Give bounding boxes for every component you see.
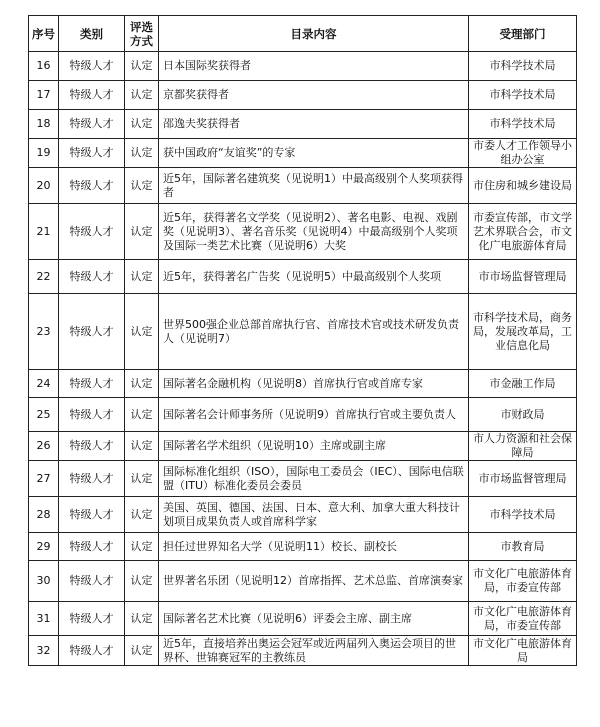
header-dept: 受理部门 [469, 16, 577, 52]
row-method: 认定 [125, 602, 159, 636]
row-method: 认定 [125, 139, 159, 168]
row-category: 特级人才 [59, 81, 125, 110]
row-dept: 市科学技术局 [469, 81, 577, 110]
row-number: 20 [29, 168, 59, 204]
row-dept: 市文化广电旅游体育局，市委宣传部 [469, 561, 577, 602]
row-number: 32 [29, 636, 59, 666]
table-row [29, 260, 577, 294]
row-method: 认定 [125, 370, 159, 398]
row-method: 认定 [125, 497, 159, 533]
row-number: 22 [29, 260, 59, 294]
row-category: 特级人才 [59, 602, 125, 636]
row-category: 特级人才 [59, 204, 125, 260]
row-number: 23 [29, 294, 59, 370]
row-content: 邵逸夫奖获得者 [159, 110, 469, 139]
row-content: 日本国际奖获得者 [159, 52, 469, 81]
talent-catalog-table [28, 15, 577, 666]
row-content: 近5年，获得著名广告奖（见说明5）中最高级别个人奖项 [159, 260, 469, 294]
row-dept: 市文化广电旅游体育局，市委宣传部 [469, 602, 577, 636]
table-row [29, 636, 577, 666]
row-dept: 市委宣传部，市文学艺术界联合会，市文化广电旅游体育局 [469, 204, 577, 260]
row-number: 26 [29, 432, 59, 461]
row-content: 近5年，国际著名建筑奖（见说明1）中最高级别个人奖项获得者 [159, 168, 469, 204]
row-method: 认定 [125, 52, 159, 81]
row-category: 特级人才 [59, 398, 125, 432]
row-number: 25 [29, 398, 59, 432]
row-number: 21 [29, 204, 59, 260]
header-no: 序号 [29, 16, 59, 52]
row-category: 特级人才 [59, 168, 125, 204]
row-number: 30 [29, 561, 59, 602]
row-number: 24 [29, 370, 59, 398]
row-dept: 市金融工作局 [469, 370, 577, 398]
header-content: 目录内容 [159, 16, 469, 52]
row-number: 28 [29, 497, 59, 533]
row-category: 特级人才 [59, 432, 125, 461]
row-dept: 市文化广电旅游体育局 [469, 636, 577, 666]
row-content: 世界著名乐团（见说明12）首席指挥、艺术总监、首席演奏家 [159, 561, 469, 602]
row-dept: 市科学技术局，商务局，发展改革局，工业信息化局 [469, 294, 577, 370]
table-row [29, 168, 577, 204]
row-method: 认定 [125, 461, 159, 497]
table-row [29, 561, 577, 602]
row-category: 特级人才 [59, 110, 125, 139]
row-number: 27 [29, 461, 59, 497]
row-category: 特级人才 [59, 636, 125, 666]
table-header-row [29, 16, 577, 52]
table-row [29, 370, 577, 398]
row-content: 获中国政府“友谊奖”的专家 [159, 139, 469, 168]
table-row [29, 497, 577, 533]
row-dept: 市住房和城乡建设局 [469, 168, 577, 204]
table-row [29, 204, 577, 260]
row-content: 近5年，直接培养出奥运会冠军或近两届列入奥运会项目的世界杯、世锦赛冠军的主教练员 [159, 636, 469, 666]
row-method: 认定 [125, 110, 159, 139]
row-method: 认定 [125, 533, 159, 561]
row-category: 特级人才 [59, 561, 125, 602]
row-method: 认定 [125, 398, 159, 432]
row-dept: 市委人才工作领导小组办公室 [469, 139, 577, 168]
row-content: 美国、英国、德国、法国、日本、意大利、加拿大重大科技计划项目成果负责人或首席科学家 [159, 497, 469, 533]
row-content: 担任过世界知名大学（见说明11）校长、副校长 [159, 533, 469, 561]
row-method: 认定 [125, 168, 159, 204]
row-number: 18 [29, 110, 59, 139]
table-row [29, 139, 577, 168]
row-number: 16 [29, 52, 59, 81]
row-dept: 市科学技术局 [469, 497, 577, 533]
table-row [29, 533, 577, 561]
header-method: 评选方式 [125, 16, 159, 52]
row-method: 认定 [125, 561, 159, 602]
row-method: 认定 [125, 81, 159, 110]
row-category: 特级人才 [59, 370, 125, 398]
row-category: 特级人才 [59, 139, 125, 168]
row-number: 17 [29, 81, 59, 110]
row-content: 国际著名会计师事务所（见说明9）首席执行官或主要负责人 [159, 398, 469, 432]
row-dept: 市市场监督管理局 [469, 260, 577, 294]
row-number: 31 [29, 602, 59, 636]
row-category: 特级人才 [59, 294, 125, 370]
row-content: 国际标准化组织（ISO），国际电工委员会（IEC）、国际电信联盟（ITU）标准化委员会委员 [159, 461, 469, 497]
row-content: 近5年，获得著名文学奖（见说明2）、著名电影、电视、戏剧奖（见说明3）、著名音乐奖（见说明4）中最高级别个人奖项及国际一类艺术比赛（见说明6）大奖 [159, 204, 469, 260]
row-dept: 市人力资源和社会保障局 [469, 432, 577, 461]
table-row [29, 110, 577, 139]
table-row [29, 602, 577, 636]
table-row [29, 432, 577, 461]
row-category: 特级人才 [59, 497, 125, 533]
row-category: 特级人才 [59, 52, 125, 81]
row-content: 世界500强企业总部首席执行官、首席技术官或技术研发负责人（见说明7） [159, 294, 469, 370]
header-category: 类别 [59, 16, 125, 52]
row-number: 29 [29, 533, 59, 561]
table-body [29, 52, 577, 666]
row-method: 认定 [125, 432, 159, 461]
row-dept: 市教育局 [469, 533, 577, 561]
row-content: 国际著名学术组织（见说明10）主席或副主席 [159, 432, 469, 461]
row-content: 国际著名艺术比赛（见说明6）评委会主席、副主席 [159, 602, 469, 636]
row-content: 京都奖获得者 [159, 81, 469, 110]
row-dept: 市市场监督管理局 [469, 461, 577, 497]
row-category: 特级人才 [59, 533, 125, 561]
row-method: 认定 [125, 294, 159, 370]
row-method: 认定 [125, 636, 159, 666]
table-row [29, 294, 577, 370]
table-row [29, 52, 577, 81]
row-number: 19 [29, 139, 59, 168]
table-row [29, 398, 577, 432]
row-category: 特级人才 [59, 260, 125, 294]
row-category: 特级人才 [59, 461, 125, 497]
row-content: 国际著名金融机构（见说明8）首席执行官或首席专家 [159, 370, 469, 398]
table-row [29, 461, 577, 497]
row-dept: 市科学技术局 [469, 52, 577, 81]
table-row [29, 81, 577, 110]
row-method: 认定 [125, 260, 159, 294]
row-dept: 市科学技术局 [469, 110, 577, 139]
row-method: 认定 [125, 204, 159, 260]
row-dept: 市财政局 [469, 398, 577, 432]
